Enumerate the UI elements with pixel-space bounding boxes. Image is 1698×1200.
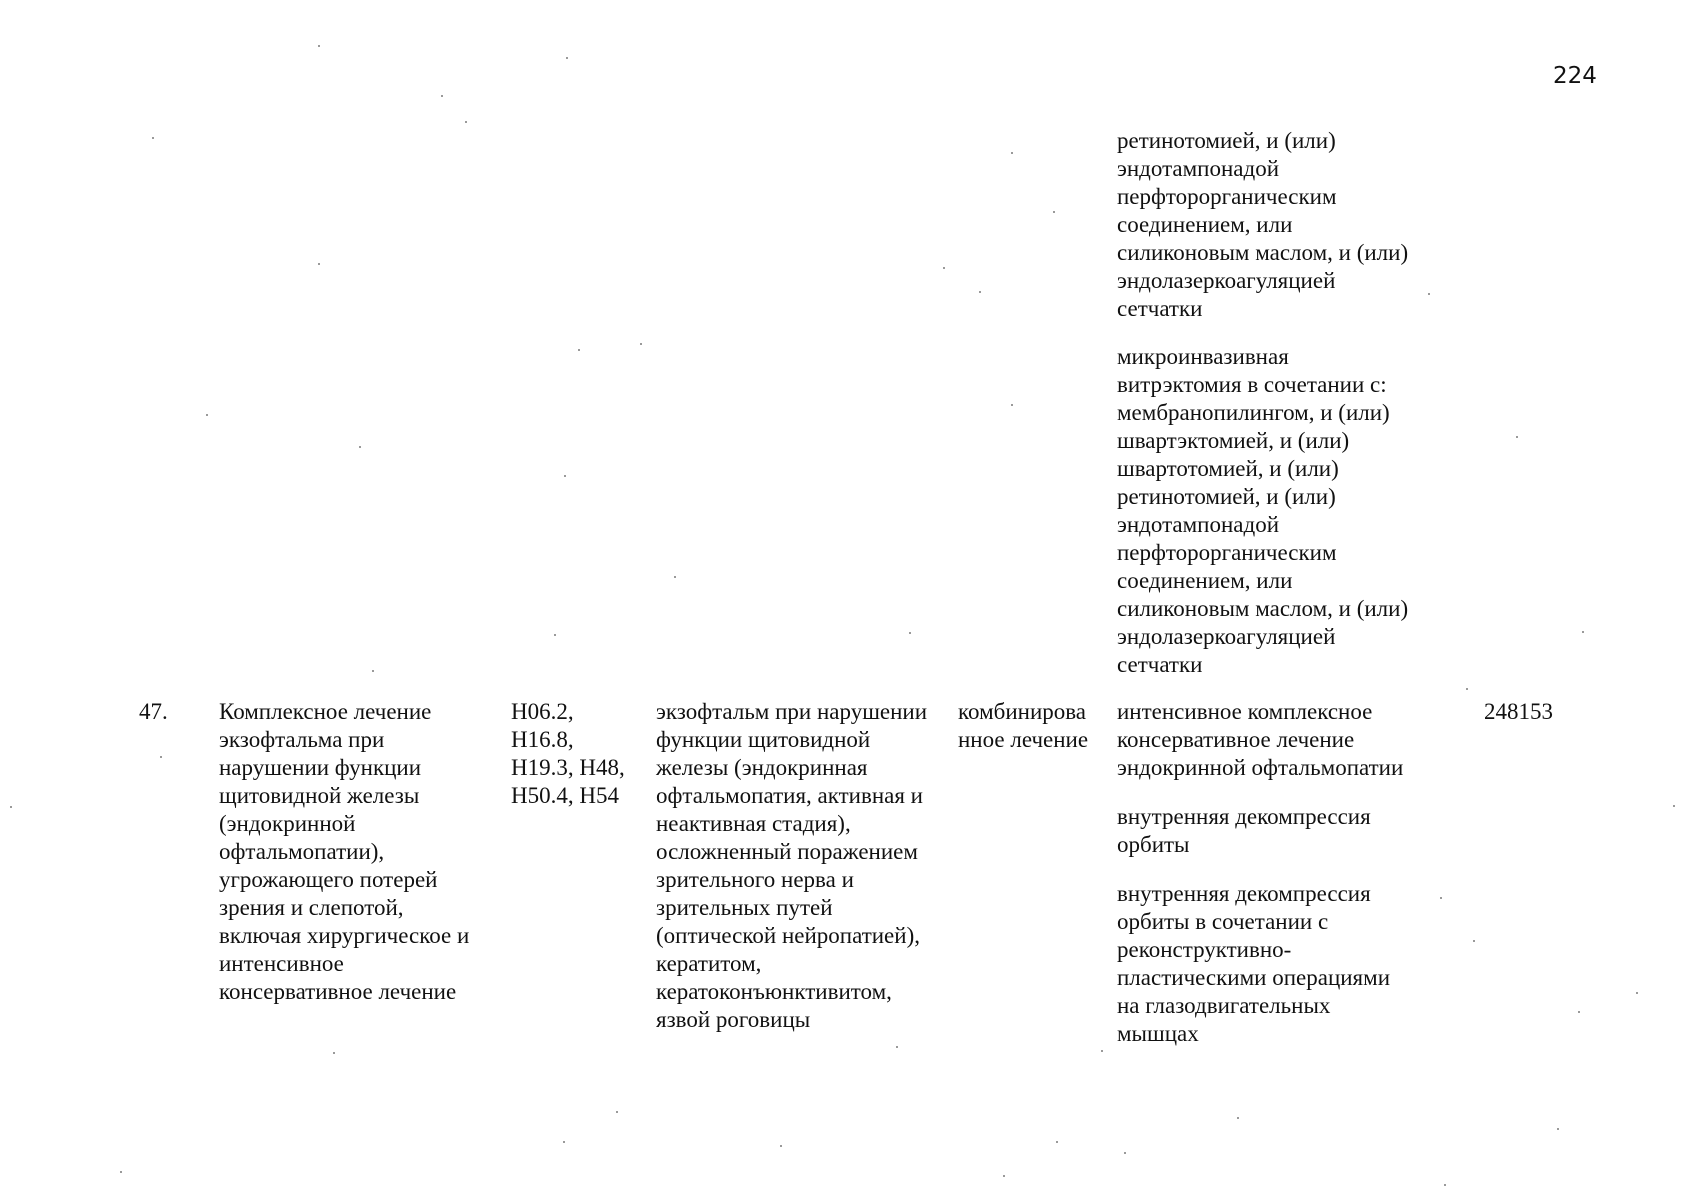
scan-speck (563, 1141, 565, 1143)
continuation-method-paragraph: микроинвазивная витрэктомия в сочетании с: мембранопилингом, и (или) швартэктомией, и (или) швартотомией, и (или) ретинотомией, и (или) эндотампонадой перфторорганическим соединением, или силиконовым маслом, и (или) эндолазеркоагуляцией сетчатки (1117, 344, 1409, 677)
scan-speck (1011, 152, 1013, 154)
scan-speck (979, 291, 981, 293)
scan-speck (10, 806, 12, 808)
scan-speck (640, 343, 642, 345)
treatment-method-item: внутренняя декомпрессия орбиты в сочетании с реконструктивно- пластическими операциями на глазодвигательных мышцах (1117, 881, 1391, 1046)
scan-speck (1124, 1152, 1126, 1154)
cost-cell: 248153 (1484, 699, 1553, 724)
scan-speck (1056, 1141, 1058, 1143)
treatment-method-item: внутренняя декомпрессия орбиты (1117, 804, 1371, 857)
scan-speck (554, 634, 556, 636)
scan-speck (359, 446, 361, 448)
scan-speck (1428, 293, 1430, 295)
scan-speck (1557, 1128, 1559, 1130)
scan-speck (1636, 992, 1638, 994)
scan-speck (1673, 805, 1675, 807)
scan-speck (1466, 688, 1468, 690)
scan-speck (1578, 1011, 1580, 1013)
scan-speck (160, 756, 162, 758)
treatment-method-item: интенсивное комплексное консервативное лечение эндокринной офтальмопатии (1117, 699, 1404, 780)
row-number-cell: 47. (139, 699, 168, 724)
scan-speck (674, 576, 676, 578)
scan-speck (1101, 1050, 1103, 1052)
scan-speck (120, 1171, 122, 1173)
scan-speck (465, 121, 467, 123)
treatment-type-cell: комбинирова нное лечение (958, 699, 1089, 752)
scan-speck (780, 1145, 782, 1147)
page-number: 224 (1553, 63, 1597, 89)
scan-speck (1444, 1184, 1446, 1186)
continuation-method-paragraph: ретинотомией, и (или) эндотампонадой перфторорганическим соединением, или силиконовым маслом, и (или) эндолазеркоагуляцией сетчатки (1117, 128, 1409, 321)
scan-speck (1003, 1175, 1005, 1177)
scan-speck (1011, 404, 1013, 406)
scan-speck (441, 95, 443, 97)
scan-speck (1582, 631, 1584, 633)
scan-speck (318, 263, 320, 265)
scan-speck (616, 1111, 618, 1113)
scan-speck (1237, 1117, 1239, 1119)
scan-speck (318, 45, 320, 47)
scan-speck (566, 57, 568, 59)
scan-speck (943, 267, 945, 269)
scan-speck (372, 670, 374, 672)
scan-speck (1473, 940, 1475, 942)
scan-speck (333, 1052, 335, 1054)
scan-speck (1053, 211, 1055, 213)
scan-speck (1440, 897, 1442, 899)
scan-speck (1516, 436, 1518, 438)
scan-speck (909, 632, 911, 634)
care-type-name-cell: Комплексное лечение экзофтальма при нарушении функции щитовидной железы (эндокринной офтальмопатии), угрожающего потерей зрения и слепотой, включая хирургическое и интенсивное консервативное лечение (219, 699, 470, 1004)
scan-speck (206, 414, 208, 416)
patient-model-cell: экзофтальм при нарушении функции щитовидной железы (эндокринная офтальмопатия, активная и неактивная стадия), осложненный поражением зрительного нерва и зрительных путей (оптической нейропатией), кератитом, кератоконъюнктивитом, язвой роговицы (656, 699, 928, 1032)
scan-speck (578, 349, 580, 351)
icd-codes-cell: H06.2, H16.8, H19.3, H48, H50.4, H54 (511, 699, 625, 808)
scan-speck (564, 475, 566, 477)
scan-speck (896, 1046, 898, 1048)
scan-speck (152, 137, 154, 139)
